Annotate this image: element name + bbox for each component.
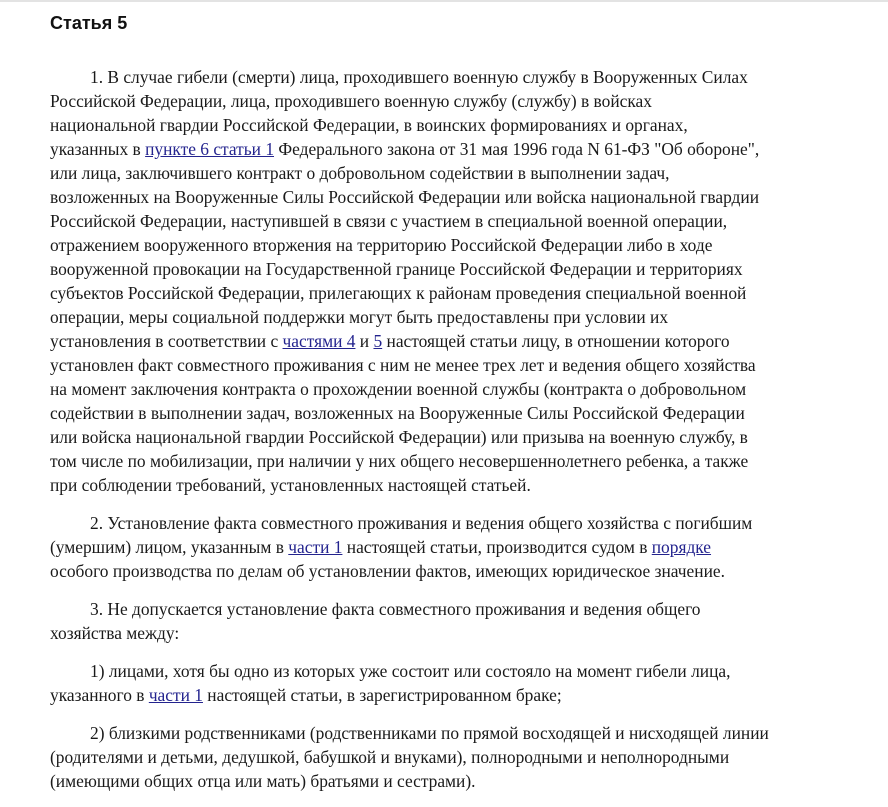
text-segment: на момент заключения контракта о прохождении военной службы (контракта о добровольном [50, 379, 747, 399]
text-segment: особого производства по делам об установлении фактов, имеющих юридическое значение. [50, 561, 725, 581]
text-line [50, 137, 880, 161]
text-segment: настоящей статьи, производится судом в [342, 537, 652, 557]
text-line [50, 559, 880, 583]
cross-reference-link[interactable]: частями 4 [282, 331, 356, 351]
text-segment: Федерального закона от 31 мая 1996 года N 61-ФЗ "Об обороне", [274, 139, 760, 159]
paragraph [50, 65, 880, 497]
text-segment: 2. Установление факта совместного проживания и ведения общего хозяйства с погибшим [90, 513, 753, 533]
text-segment: при соблюдении требований, установленных настоящей статьей. [50, 475, 531, 495]
cross-reference-link[interactable]: 5 [373, 331, 383, 351]
text-line [50, 769, 880, 793]
text-line [50, 535, 880, 559]
text-segment: или лица, заключившего контракт о добровольном содействии в выполнении задач, [50, 163, 670, 183]
text-line [50, 209, 880, 233]
text-line [50, 659, 880, 683]
paragraph [50, 659, 880, 707]
text-segment: Российской Федерации, лица, проходившего военную службу (службу) в войсках [50, 91, 652, 111]
text-line [50, 621, 880, 645]
text-line [50, 425, 880, 449]
text-line [50, 65, 880, 89]
text-segment: операции, меры социальной поддержки могут быть предоставлены при условии их [50, 307, 669, 327]
text-line [50, 281, 880, 305]
text-line [50, 511, 880, 535]
text-segment: указанного в [50, 685, 149, 705]
text-segment: указанных в [50, 139, 146, 159]
text-segment: 1. В случае гибели (смерти) лица, проходившего военную службу в Вооруженных Силах [90, 67, 748, 87]
text-line [50, 257, 880, 281]
text-segment: настоящей статьи лицу, в отношении которого [382, 331, 730, 351]
text-line [50, 721, 880, 745]
text-line [50, 161, 880, 185]
text-segment: установления в соответствии с [50, 331, 283, 351]
text-segment: и [355, 331, 374, 351]
text-segment: (имеющими общих отца или мать) братьями и сестрами). [50, 771, 476, 791]
text-segment: национальной гвардии Российской Федерации, в воинских формированиях и органах, [50, 115, 688, 135]
cross-reference-link[interactable]: части 1 [288, 537, 343, 557]
text-segment: том числе по мобилизации, при наличии у них общего несовершеннолетнего ребенка, а также [50, 451, 749, 471]
text-line [50, 185, 880, 209]
text-line [50, 89, 880, 113]
text-line [50, 233, 880, 257]
article-title: Статья 5 [50, 13, 128, 33]
paragraph [50, 597, 880, 645]
text-segment: хозяйства между: [50, 623, 180, 643]
text-line [50, 597, 880, 621]
paragraph [50, 721, 880, 793]
text-segment: 1) лицами, хотя бы одно из которых уже состоит или состояло на момент гибели лица, [90, 661, 731, 681]
text-line [50, 353, 880, 377]
text-line [50, 473, 880, 497]
cross-reference-link[interactable]: порядке [651, 537, 712, 557]
cross-reference-link[interactable]: части 1 [148, 685, 203, 705]
text-line [50, 113, 880, 137]
text-segment: вооруженной провокации на Государственной границе Российской Федерации и территориях [50, 259, 743, 279]
cross-reference-link[interactable]: пункте 6 статьи 1 [145, 139, 275, 159]
text-segment: 3. Не допускается установление факта совместного проживания и ведения общего [90, 599, 701, 619]
text-segment: 2) близкими родственниками (родственниками по прямой восходящей и нисходящей линии [90, 723, 769, 743]
text-line [50, 329, 880, 353]
text-segment: или войска национальной гвардии Российской Федерации) или призыва на военную службу, в [50, 427, 748, 447]
text-segment: субъектов Российской Федерации, прилегающих к районам проведения специальной военной [50, 283, 747, 303]
paragraph [50, 511, 880, 583]
text-segment: настоящей статьи, в зарегистрированном браке; [202, 685, 562, 705]
text-line [50, 745, 880, 769]
text-segment: содействии в выполнении задач, возложенных на Вооруженные Силы Российской Федерации [50, 403, 745, 423]
text-line [50, 377, 880, 401]
text-segment: отражением вооруженного вторжения на территорию Российской Федерации либо в ходе [50, 235, 713, 255]
text-segment: (родителями и детьми, дедушкой, бабушкой и внуками), полнородными и неполнородными [50, 747, 730, 767]
text-line [50, 305, 880, 329]
text-line [50, 449, 880, 473]
text-line [50, 401, 880, 425]
text-segment: возложенных на Вооруженные Силы Российской Федерации или войска национальной гвардии [50, 187, 759, 207]
article-body [50, 65, 880, 807]
text-line [50, 683, 880, 707]
text-segment: Российской Федерации, наступившей в связи с участием в специальной военной операции, [50, 211, 728, 231]
text-segment: установлен факт совместного проживания с ним не менее трех лет и ведения общего хозяйства [50, 355, 756, 375]
text-segment: (умершим) лицом, указанным в [50, 537, 289, 557]
